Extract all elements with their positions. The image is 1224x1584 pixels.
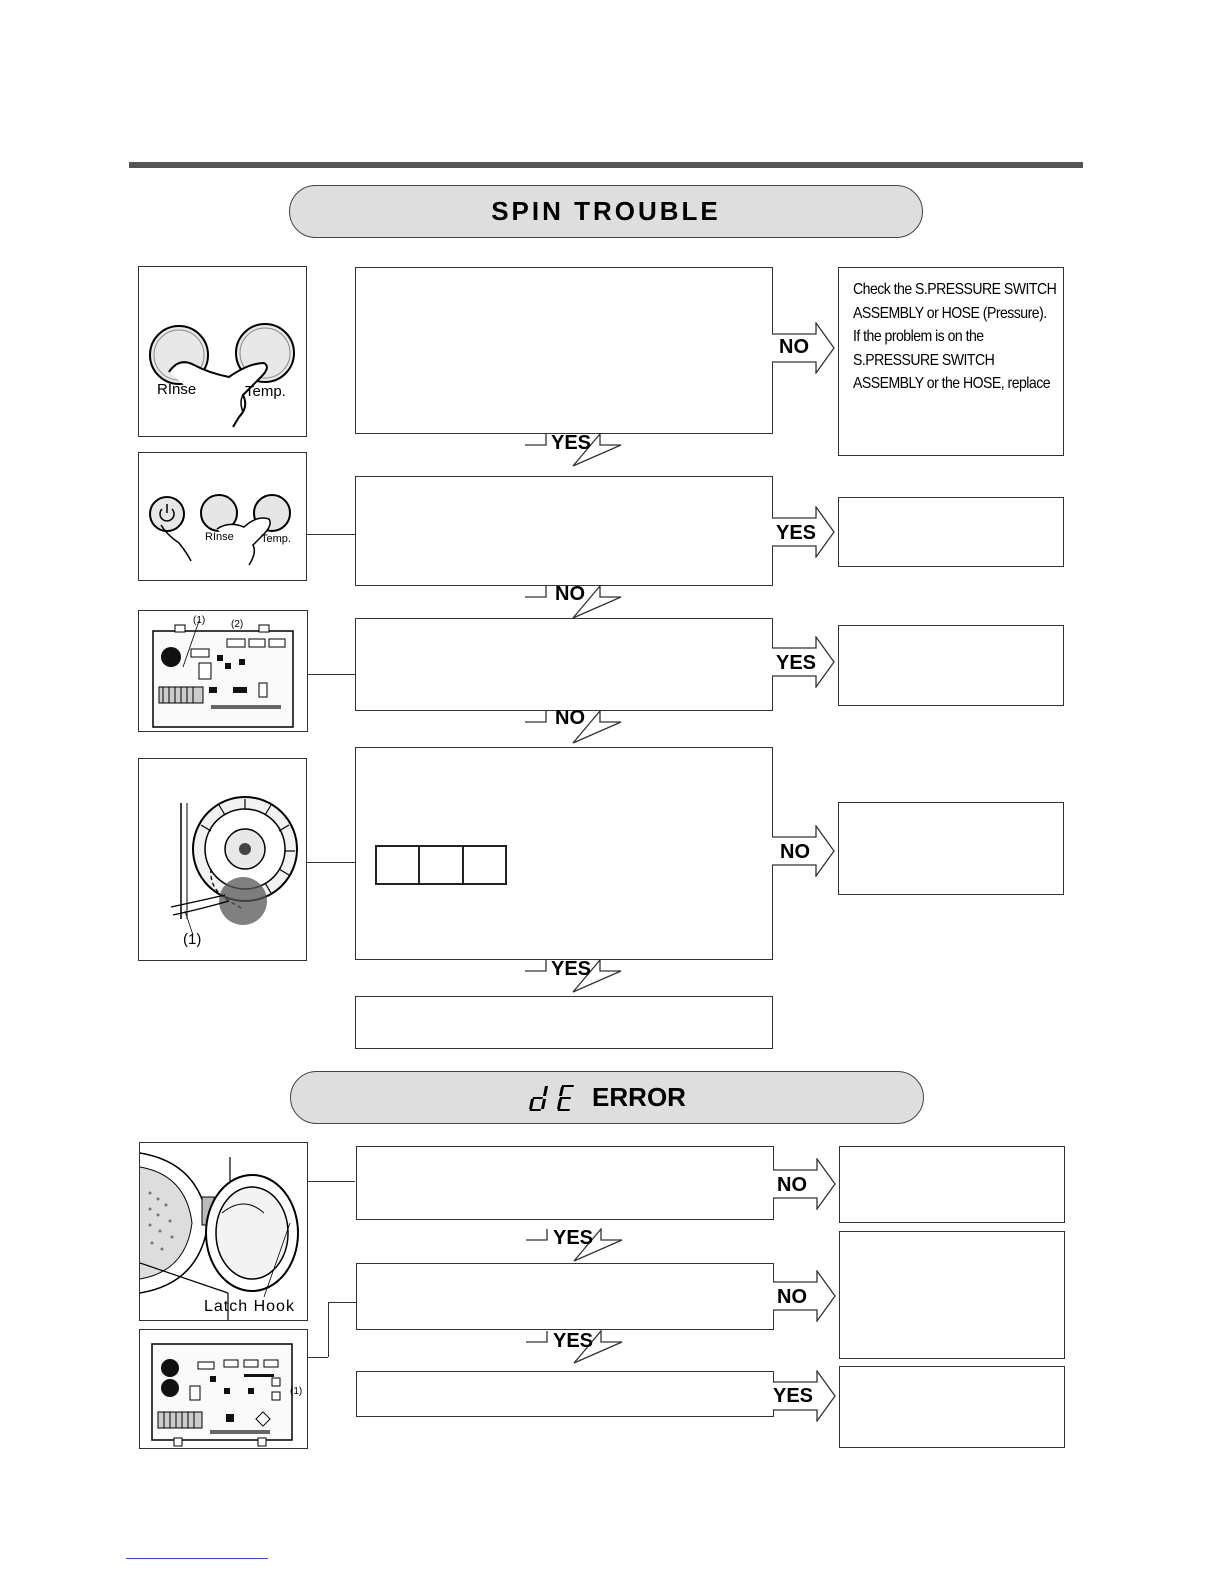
- connector-illus3: [308, 674, 355, 675]
- spin-step1-yes-label: YES: [551, 432, 592, 454]
- de-error-title: ERROR: [592, 1082, 686, 1112]
- digit-cell-3: [464, 847, 505, 883]
- de-step1-yes-label: YES: [553, 1227, 594, 1249]
- temp-label-small: Temp.: [261, 533, 291, 545]
- connector-pcb-b-h: [328, 1302, 356, 1303]
- de-error-banner: [290, 1071, 924, 1124]
- spin-step2-result-box: [838, 497, 1064, 567]
- spin-step4-result-box: [838, 802, 1064, 895]
- motor-rotor-icon: [139, 759, 307, 961]
- spin-step4-box: [355, 747, 773, 960]
- three-buttons-hand-icon: [139, 453, 307, 581]
- pcb-board-icon: [139, 611, 308, 732]
- de-step1-box: [356, 1146, 774, 1220]
- de-step1-result-box: [839, 1146, 1065, 1223]
- digit-cell-1: [377, 847, 420, 883]
- digit-cell-2: [420, 847, 463, 883]
- de-step3-yes-label: YES: [773, 1385, 814, 1407]
- footer-underline: [126, 1558, 268, 1559]
- spin-trouble-banner: [289, 185, 923, 238]
- connector-pcb-b-v: [328, 1302, 329, 1357]
- power-rinse-temp-illustration: [138, 452, 307, 581]
- spin-step4-yes-label: YES: [551, 958, 592, 980]
- pcb-board-b-icon: [140, 1330, 308, 1449]
- note-line-5: ASSEMBLY or the HOSE, replace: [853, 375, 1051, 392]
- connector-illus4: [307, 862, 355, 863]
- spin-step2-yes-label: YES: [776, 522, 817, 544]
- pcb-illustration-a: [138, 610, 308, 732]
- spin-step2-no-label: NO: [555, 583, 585, 605]
- temp-label: Temp.: [245, 383, 286, 400]
- door-latch-illustration: [139, 1142, 308, 1321]
- pcb-callout-2: (2): [231, 619, 244, 630]
- note-line-3: If the problem is on the: [853, 328, 984, 345]
- spin-step4-no-label: NO: [780, 841, 810, 863]
- two-buttons-hand-icon: [139, 267, 307, 437]
- spin-trouble-title: SPIN TROUBLE: [491, 196, 721, 226]
- pcb-b-callout-1: (1): [290, 1386, 303, 1397]
- de-code-glyph: [528, 1084, 578, 1112]
- spin-step2-box: [355, 476, 773, 586]
- de-step3-box: [356, 1371, 774, 1417]
- display-digits-box: [375, 845, 507, 885]
- de-step1-no-label: NO: [777, 1174, 807, 1196]
- de-step2-no-label: NO: [777, 1286, 807, 1308]
- latch-hook-caption: Latch Hook: [204, 1298, 295, 1315]
- spin-step3-yes-label: YES: [776, 652, 817, 674]
- spin-step1-box: [355, 267, 773, 434]
- motor-illustration: [138, 758, 307, 961]
- seven-segment-de-icon: [528, 1084, 578, 1112]
- spin-step1-no-label: NO: [779, 336, 809, 358]
- note-line-4: S.PRESSURE SWITCH: [853, 351, 995, 369]
- connector-illus2: [307, 534, 355, 535]
- spin-step3-no-label: NO: [555, 707, 585, 729]
- note-line-1: Check the S.PRESSURE SWITCH: [853, 281, 1057, 298]
- de-step2-yes-label: YES: [553, 1330, 594, 1352]
- pcb-callout-1: (1): [193, 615, 206, 626]
- connector-door: [308, 1181, 355, 1182]
- top-rule: [129, 162, 1083, 168]
- pcb-illustration-b: [139, 1329, 308, 1449]
- rinse-label: RInse: [157, 381, 197, 398]
- spin-step3-result-box: [838, 625, 1064, 706]
- spin-step3-box: [355, 618, 773, 711]
- spin-step5-box: [355, 996, 773, 1049]
- rinse-label-small: RInse: [205, 531, 234, 543]
- motor-callout-1: (1): [183, 931, 202, 948]
- connector-pcb-b-h2: [308, 1357, 328, 1358]
- de-step3-result-box: [839, 1366, 1065, 1448]
- spin-result-note-box: [838, 267, 1064, 456]
- washer-door-icon: [140, 1143, 308, 1321]
- de-step2-result-box: [839, 1231, 1065, 1359]
- note-line-2: ASSEMBLY or HOSE (Pressure).: [853, 304, 1047, 322]
- de-step2-box: [356, 1263, 774, 1330]
- rinse-temp-buttons-illustration: [138, 266, 307, 437]
